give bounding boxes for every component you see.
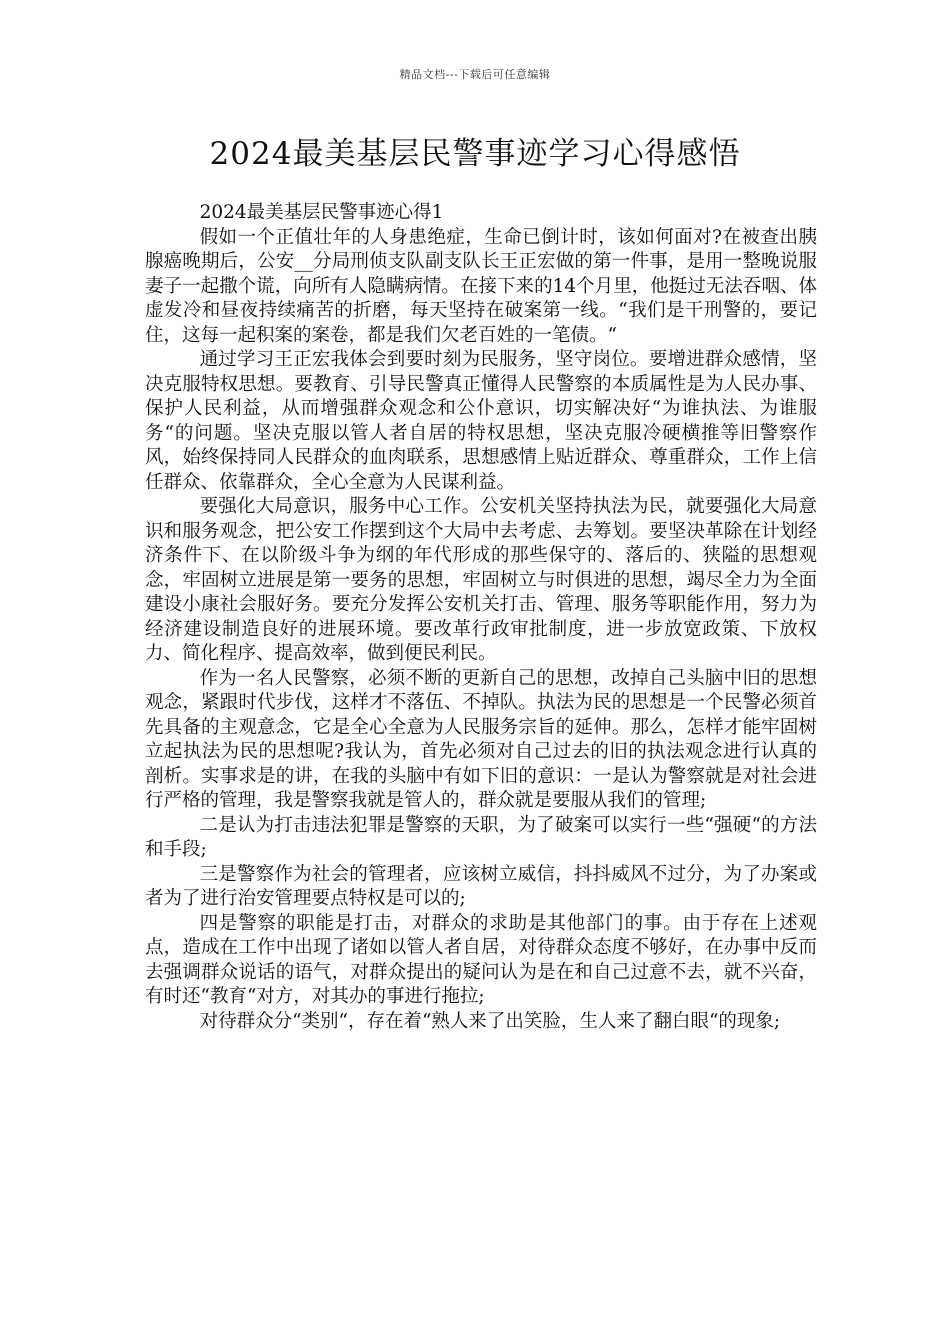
document-body	[145, 201, 817, 1034]
paragraph: 三是警察作为社会的管理者，应该树立威信，抖抖威风不过分，为了办案或者为了进行治安管理要点特权是可以的;	[145, 863, 817, 909]
paragraph: 通过学习王正宏我体会到要时刻为民服务，坚守岗位。要增进群众感情，坚决克服特权思想。要教育、引导民警真正懂得人民警察的本质属性是为人民办事、保护人民利益，从而增强群众观念和公仆意识，切实解决好“为谁执法、为谁服务“的问题。坚决克服以管人者自居的特权思想，坚决克服冷硬横推等旧警察作风，始终保持同人民群众的血肉联系，思想感情上贴近群众、尊重群众，工作上信任群众、依靠群众，全心全意为人民谋利益。	[145, 349, 817, 493]
paragraph: 对待群众分“类别“，存在着“熟人来了出笑脸，生人来了翻白眼“的现象;	[199, 1010, 781, 1032]
paragraph: 四是警察的职能是打击，对群众的求助是其他部门的事。由于存在上述观点，造成在工作中出现了诸如以管人者自居，对待群众态度不够好，在办事中反而去强调群众说话的语气，对群众提出的疑问认为是在和自己过意不去，就不兴奋，有时还“教育“对方，对其办的事进行拖拉;	[145, 912, 817, 1007]
header-note: 精品文档---下载后可任意编辑	[399, 68, 551, 81]
section-heading: 2024最美基层民警事迹心得1	[199, 202, 444, 223]
paragraph: 作为一名人民警察，必须不断的更新自己的思想，改掉自己头脑中旧的思想观念，紧跟时代步伐，这样才不落伍、不掉队。执法为民的思想是一个民警必须首先具备的主观意念，它是全心全意为人民服务宗旨的延伸。那么，怎样才能牢固树立起执法为民的思想呢?我认为，首先必须对自己过去的旧的执法观念进行认真的剖析。实事求是的讲，在我的头脑中有如下旧的意识：一是认为警察就是对社会进行严格的管理，我是警察我就是管人的，群众就是要服从我们的管理;	[145, 667, 817, 811]
paragraph: 要强化大局意识，服务中心工作。公安机关坚持执法为民，就要强化大局意识和服务观念，把公安工作摆到这个大局中去考虑、去筹划。要坚决革除在计划经济条件下、在以阶级斗争为纲的年代形成的那些保守的、落后的、狭隘的思想观念，牢固树立进展是第一要务的思想，牢固树立与时俱进的思想，竭尽全力为全面建设小康社会服好务。要充分发挥公安机关打击、管理、服务等职能作用，努力为经济建设制造良好的进展环境。要改革行政审批制度，进一步放宽政策、下放权力、简化程序、提高效率，做到便民利民。	[145, 496, 817, 664]
paragraph: 二是认为打击违法犯罪是警察的天职，为了破案可以实行一些“强硬“的方法和手段;	[145, 814, 817, 860]
document-title: 2024最美基层民警事迹学习心得感悟	[209, 136, 741, 172]
paragraph: 假如一个正值壮年的人身患绝症，生命已倒计时，该如何面对?在被查出胰腺癌晚期后，公安__分局刑侦支队副支队长王正宏做的第一件事，是用一整晚说服妻子一起撒个谎，向所有人隐瞒病情。在接下来的14个月里，他挺过无法吞咽、体虚发冷和昼夜持续痛苦的折磨，每天坚持在破案第一线。“我们是干刑警的，要记住，这每一起积案的案卷，都是我们欠老百姓的一笔债。“	[145, 226, 817, 346]
